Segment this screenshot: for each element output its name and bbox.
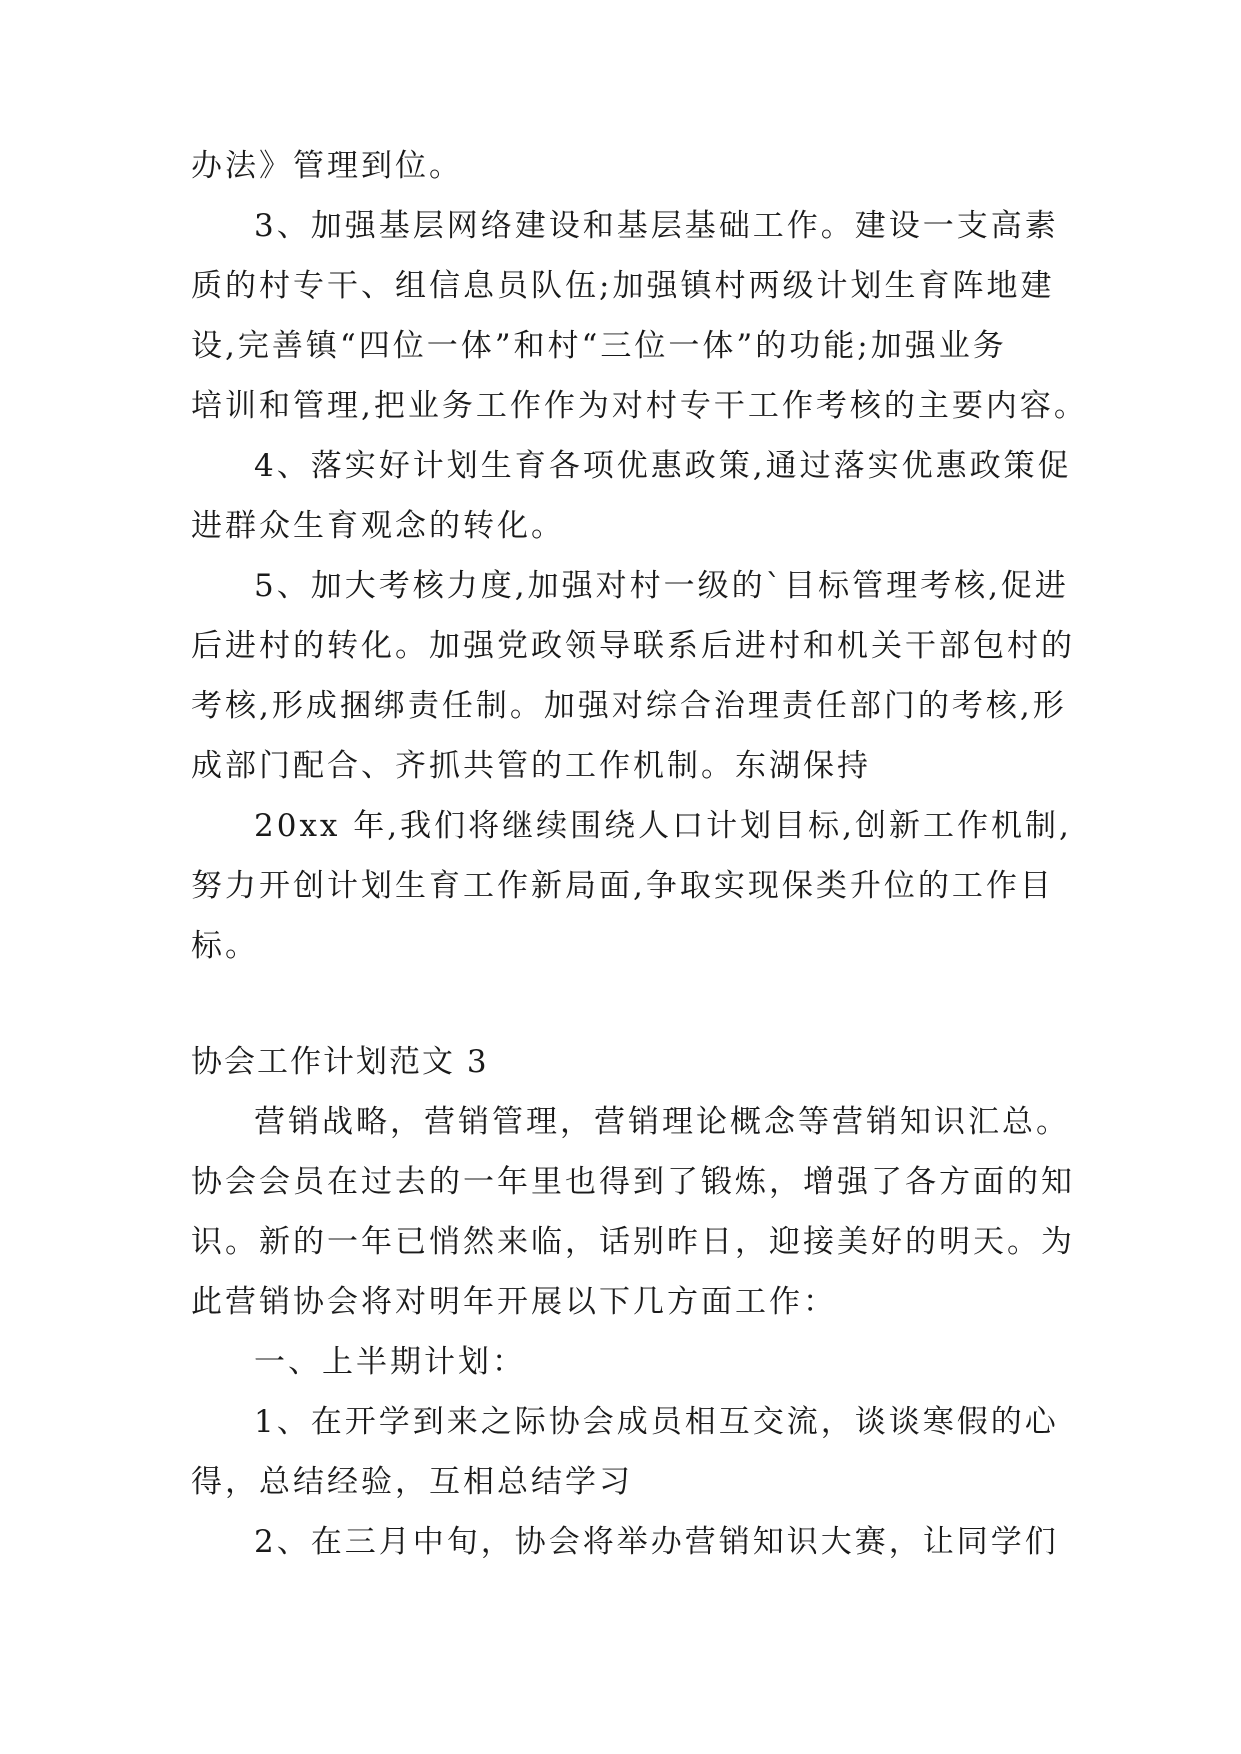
text-line: 成部门配合、齐抓共管的工作机制。东湖保持 [191,748,871,784]
text-line: 培训和管理,把业务工作作为对村专干工作考核的主要内容。 [191,388,1088,424]
section-heading: 协会工作计划范文 3 [191,1044,489,1080]
paragraph-start-line: 营销战略，营销管理，营销理论概念等营销知识汇总。 [254,1104,1070,1140]
text-line: 进群众生育观念的转化。 [191,508,565,544]
text-line: 努力开创计划生育工作新局面,争取实现保类升位的工作目 [191,868,1054,904]
subheading-line: 一、上半期计划： [254,1344,526,1380]
paragraph-start-line: 3、加强基层网络建设和基层基础工作。建设一支高素 [254,208,1059,244]
text-line: 考核,形成捆绑责任制。加强对综合治理责任部门的考核,形 [191,688,1067,724]
text-line: 标。 [191,928,259,964]
paragraph-start-line: 2、在三月中旬，协会将举办营销知识大赛，让同学们 [254,1524,1059,1560]
text-line: 识。新的一年已悄然来临，话别昨日，迎接美好的明天。为 [191,1224,1075,1260]
paragraph-start-line: 1、在开学到来之际协会成员相互交流，谈谈寒假的心 [254,1404,1059,1440]
text-line: 此营销协会将对明年开展以下几方面工作： [191,1284,837,1320]
text-line: 质的村专干、组信息员队伍;加强镇村两级计划生育阵地建 [191,268,1055,304]
text-line: 得，总结经验，互相总结学习 [191,1464,633,1500]
paragraph-start-line: 5、加大考核力度,加强对村一级的`目标管理考核,促进 [254,568,1069,604]
text-line: 办法》管理到位。 [191,148,463,184]
text-line: 协会会员在过去的一年里也得到了锻炼，增强了各方面的知 [191,1164,1075,1200]
paragraph-start-line: 20xx 年,我们将继续围绕人口计划目标,创新工作机制, [254,808,1072,844]
text-line: 设,完善镇“四位一体”和村“三位一体”的功能;加强业务 [191,328,1007,364]
paragraph-start-line: 4、落实好计划生育各项优惠政策,通过落实优惠政策促 [254,448,1072,484]
text-line: 后进村的转化。加强党政领导联系后进村和机关干部包村的 [191,628,1075,664]
